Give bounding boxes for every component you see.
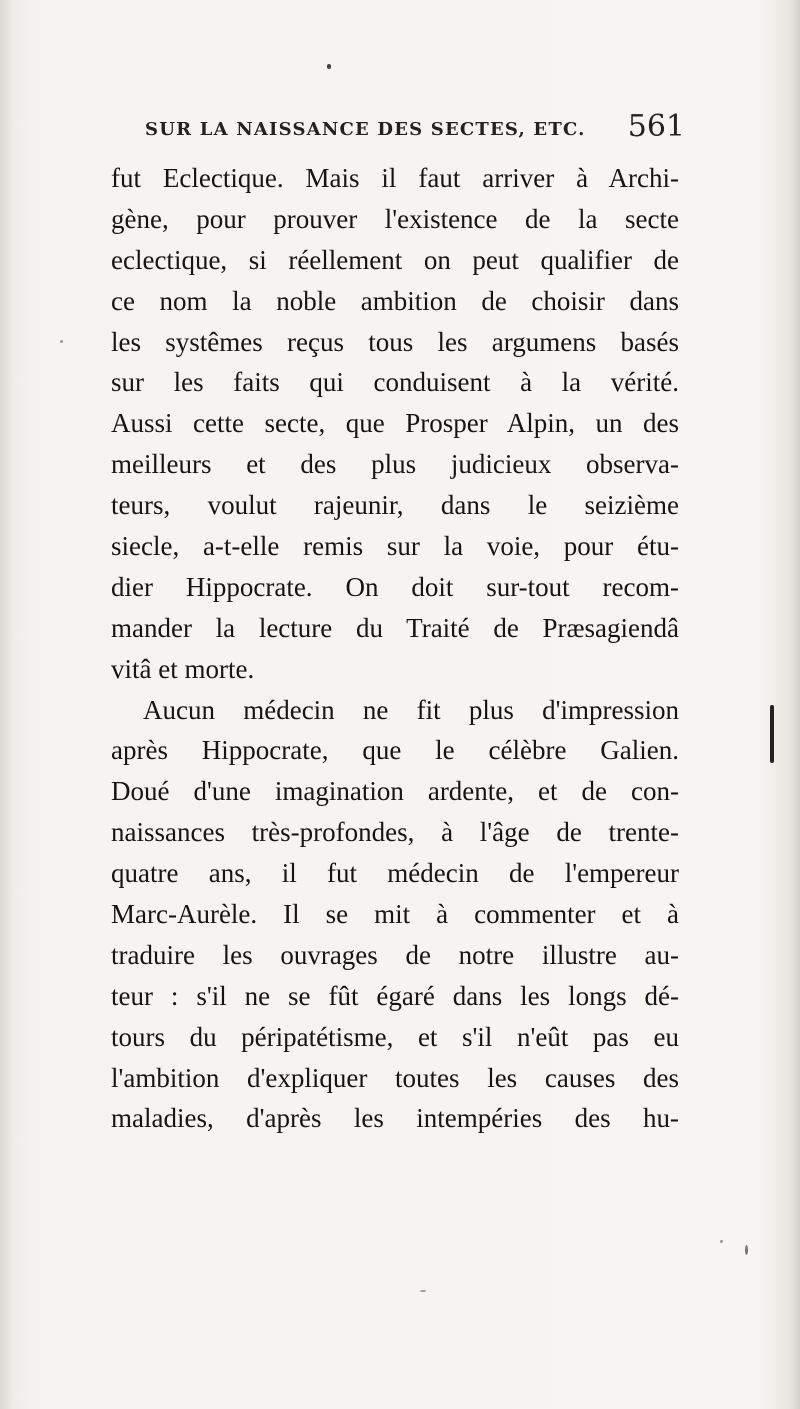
page-number: 561 (627, 109, 685, 144)
paper-speck (420, 1290, 426, 1292)
text-line: Aussi cette secte, que Prosper Alpin, un des (111, 408, 679, 439)
paper-speck (745, 1245, 748, 1255)
text-line: ce nom la noble ambition de choisir dans (111, 285, 679, 316)
text-line: mander la lecture du Traité de Præsagiendâ (111, 612, 679, 643)
text-line: tours du péripatétisme, et s'il n'eût pas eu (111, 1021, 679, 1052)
text-line: Aucun médecin ne fit plus d'impression (143, 694, 679, 725)
text-line: fut Eclectique. Mais il faut arriver à Archi- (111, 163, 679, 193)
running-header (145, 109, 685, 145)
text-line: vitâ et morte. (111, 653, 255, 684)
text-line: sur les faits qui conduisent à la vérité. (111, 367, 679, 398)
text-line: Marc-Aurèle. Il se mit à commenter et à (111, 899, 679, 930)
text-line: naissances très-profondes, à l'âge de trente- (111, 817, 679, 848)
running-title: SUR LA NAISSANCE DES SECTES, ETC. (145, 119, 586, 140)
text-line: teur : s'il ne se fût égaré dans les longs dé- (111, 980, 679, 1011)
print-speck (327, 64, 331, 69)
text-line: maladies, d'après les intempéries des hu- (111, 1103, 679, 1134)
text-line: les systêmes reçus tous les argumens basés (111, 326, 679, 357)
text-line: après Hippocrate, que le célèbre Galien. (111, 735, 679, 766)
body-text (111, 158, 679, 1139)
text-line: meilleurs et des plus judicieux observa- (111, 449, 679, 480)
text-line: dier Hippocrate. On doit sur-tout recom- (111, 571, 679, 602)
text-line: traduire les ouvrages de notre illustre au- (111, 939, 679, 970)
paper-speck (60, 340, 63, 343)
text-line: gène, pour prouver l'existence de la secte (111, 203, 679, 234)
text-line: siecle, a-t-elle remis sur la voie, pour étu- (111, 531, 679, 562)
text-line: quatre ans, il fut médecin de l'empereur (111, 858, 679, 889)
margin-mark (770, 705, 774, 763)
text-line: teurs, voulut rajeunir, dans le seizième (111, 490, 679, 521)
text-line: eclectique, si réellement on peut qualifier de (111, 244, 679, 275)
text-line: l'ambition d'expliquer toutes les causes des (111, 1062, 679, 1093)
text-line: Doué d'une imagination ardente, et de con- (111, 776, 679, 807)
paper-speck (720, 1240, 723, 1243)
